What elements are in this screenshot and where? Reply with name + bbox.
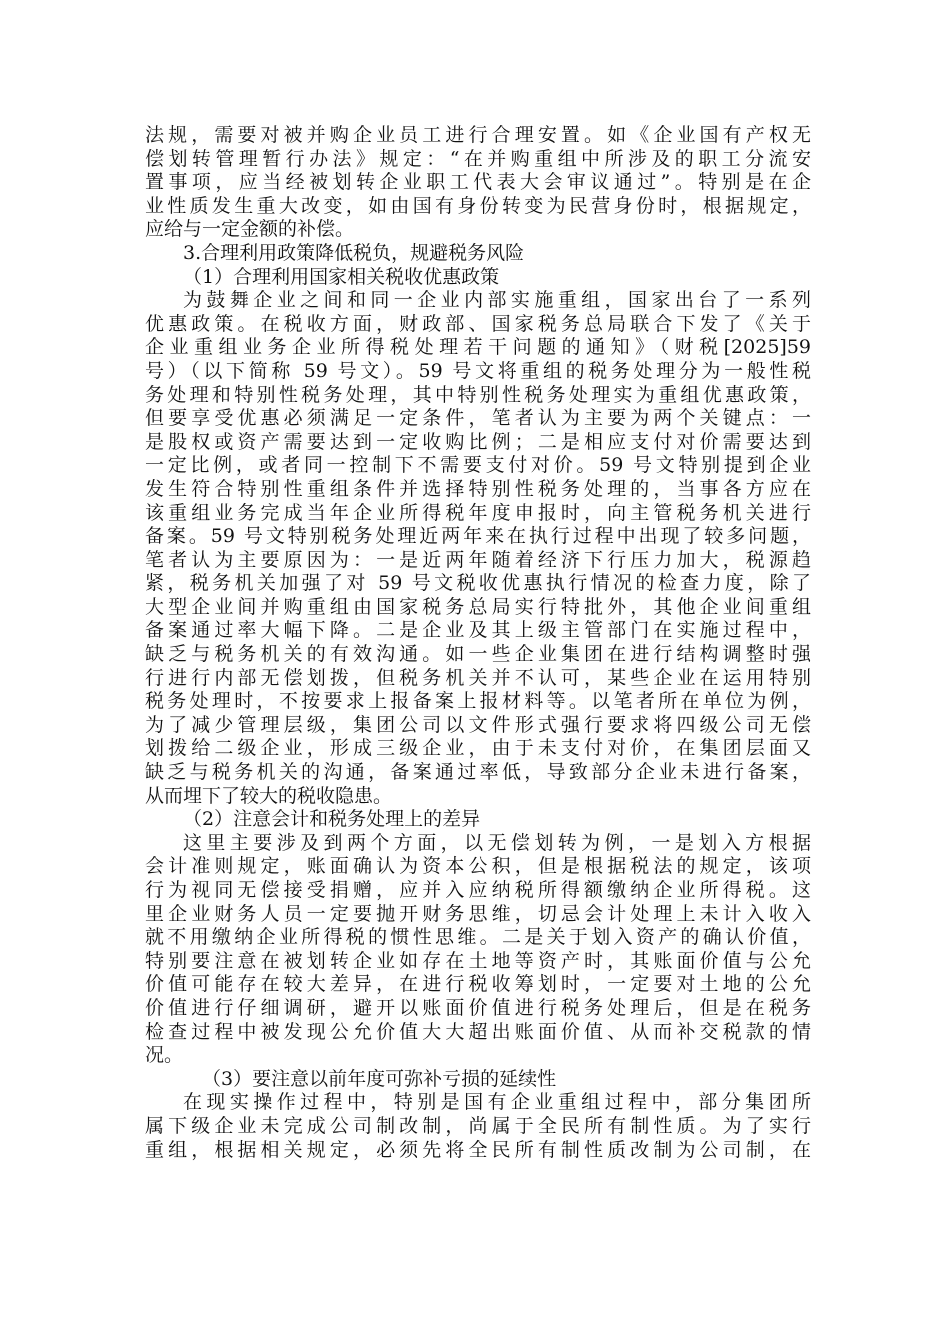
text-line: 该重组业务完成当年企业所得税年度申报时，向主管税务机关进行: [145, 501, 811, 524]
text-line: 务处理和特别性税务处理，其中特别性税务处理实为重组优惠政策，: [145, 383, 811, 406]
section-heading: 3.合理利用政策降低税负，规避税务风险: [183, 241, 525, 264]
text-line: 价值可能存在较大差异，在进行税收筹划时，一定要对土地的公允: [145, 973, 811, 996]
text-line: 况。: [145, 1044, 184, 1067]
text-line: 这里主要涉及到两个方面，以无偿划转为例，一是划入方根据: [183, 831, 811, 854]
text-line: 应给与一定金额的补偿。: [145, 218, 355, 241]
text-line: 号）（以下简称 59 号文）。59 号文将重组的税务处理分为一般性税: [145, 359, 811, 382]
text-line: 紧，税务机关加强了对 59 号文税收优惠执行情况的检查力度，除了: [145, 572, 811, 595]
text-line: 发生符合特别性重组条件并选择特别性税务处理的，当事各方应在: [145, 477, 811, 500]
text-line: 价值进行仔细调研，避开以账面价值进行税务处理后，但是在税务: [145, 996, 811, 1019]
text-line: 企业重组业务企业所得税处理若干问题的通知》（财税[2025]59: [145, 336, 811, 359]
text-line: 划拨给二级企业，形成三级企业，由于未支付对价，在集团层面又: [145, 737, 811, 760]
text-line: 会计准则规定，账面确认为资本公积，但是根据税法的规定，该项: [145, 855, 811, 878]
text-line: 行为视同无偿接受捐赠，应并入应纳税所得额缴纳企业所得税。这: [145, 879, 811, 901]
text-line: 备案。59 号文特别税务处理近两年来在执行过程中出现了较多问题，: [145, 525, 811, 548]
text-line: 备案通过率大幅下降。二是企业及其上级主管部门在实施过程中，: [145, 619, 811, 642]
text-line: 笔者认为主要原因为：一是近两年随着经济下行压力加大，税源趋: [145, 548, 811, 571]
subsection-heading: （2）注意会计和税务处理上的差异: [183, 808, 481, 831]
text-line: 缺乏与税务机关的沟通，备案通过率低，导致部分企业未进行备案，: [145, 761, 811, 784]
text-line: 优惠政策。在税收方面，财政部、国家税务总局联合下发了《关于: [145, 312, 811, 335]
text-line: 特别要注意在被划转企业如存在土地等资产时，其账面价值与公允: [145, 949, 811, 972]
text-line: 属下级企业未完成公司制改制，尚属于全民所有制性质。为了实行: [145, 1114, 811, 1137]
text-line: 重组，根据相关规定，必须先将全民所有制性质改制为公司制，在: [145, 1138, 811, 1161]
text-line: 里企业财务人员一定要抛开财务思维，切忌会计处理上未计入收入: [145, 902, 811, 925]
subsection-heading: （1）合理利用国家相关税收优惠政策: [183, 265, 500, 288]
text-line: 检查过程中被发现公允价值大大超出账面价值、从而补交税款的情: [145, 1020, 811, 1043]
text-line: 偿划转管理暂行办法》规定：“在并购重组中所涉及的职工分流安: [145, 147, 811, 170]
text-line: 业性质发生重大改变，如由国有身份转变为民营身份时，根据规定，: [145, 194, 811, 217]
text-line: 法规，需要对被并购企业员工进行合理安置。如《企业国有产权无: [145, 124, 811, 146]
text-line: 就不用缴纳企业所得税的惯性思维。二是关于划入资产的确认价值，: [145, 926, 811, 949]
document-body: [145, 124, 811, 1162]
text-line: 但要享受优惠必须满足一定条件，笔者认为主要为两个关键点：一: [145, 407, 811, 430]
subsection-heading: （3）要注意以前年度可弥补亏损的延续性: [202, 1067, 557, 1090]
text-line: 为鼓舞企业之间和同一企业内部实施重组，国家出台了一系列: [183, 289, 811, 312]
text-line: 大型企业间并购重组由国家税务总局实行特批外，其他企业间重组: [145, 595, 811, 618]
text-line: 从而埋下了较大的税收隐患。: [145, 784, 393, 807]
text-line: 是股权或资产需要达到一定收购比例；二是相应支付对价需要达到: [145, 430, 811, 453]
text-line: 为了减少管理层级，集团公司以文件形式强行要求将四级公司无偿: [145, 713, 811, 736]
text-line: 税务处理时，不按要求上报备案上报材料等。以笔者所在单位为例，: [145, 690, 811, 713]
text-line: 缺乏与税务机关的有效沟通。如一些企业集团在进行结构调整时强: [145, 643, 811, 666]
text-line: 置事项，应当经被划转企业职工代表大会审议通过”。特别是在企: [145, 171, 811, 194]
text-line: 行进行内部无偿划拨，但税务机关并不认可，某些企业在运用特别: [145, 666, 811, 689]
text-line: 一定比例，或者同一控制下不需要支付对价。59 号文特别提到企业: [145, 454, 811, 477]
text-line: 在现实操作过程中，特别是国有企业重组过程中，部分集团所: [183, 1091, 811, 1114]
